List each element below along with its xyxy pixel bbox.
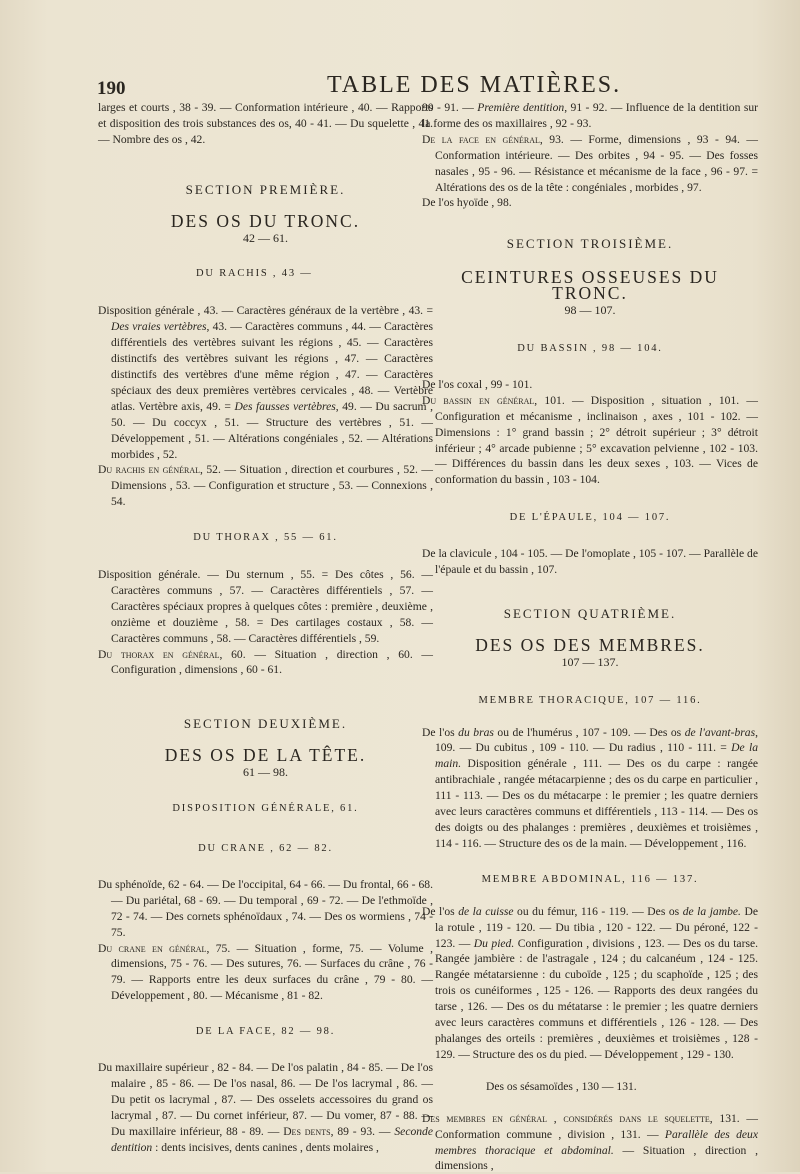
text: Disposition générale , 43. — Caractères généraux de la vertèbre , 43. = <box>98 304 433 318</box>
text: , 101. — Disposition , situation , 101. — Configuration et mécanisme , inclinaison , axes , 101 - 102. — Dimensions : 1° grand bassin ; 2° détroit supérieur ; 3° détroit inférieur ; 4° arcade pubienne ; 5° excavation pelvienne , 102 - 103. — Différences du bassin dans les deux sexes , 103. — Vices de conformation du bassin , 103 - 104. <box>435 393 758 487</box>
text-italic: Des fausses vertèbres <box>234 399 336 413</box>
section-range: 98 — 107. <box>564 303 616 318</box>
text-italic: Des vraies vertèbres <box>111 320 207 334</box>
section-range: 61 — 98. <box>243 765 288 780</box>
section-title: SECTION QUATRIÈME. <box>503 605 677 621</box>
subsection-title: DISPOSITION GÉNÉRALE, 61. <box>172 803 359 815</box>
section-title: SECTION TROISIÈME. <box>506 236 674 252</box>
left-column <box>98 100 433 1156</box>
paragraph <box>98 303 433 462</box>
paragraph <box>422 393 758 488</box>
paragraph <box>422 132 758 196</box>
text: , 109. — Du cubitus , 109 - 110. — Du radius , 110 - 111. = <box>435 725 759 755</box>
text-italic: Parallèle des deux membres thoracique et abdominal. <box>435 1127 758 1157</box>
paragraph: Du sphénoïde, 62 - 64. — De l'occipital, 64 - 66. — Du frontal, 66 - 68. — Du pariétal, 68 - 69. — Du temporal , 69 - 72. — De l'ethmoïde , 72 - 74. — Des cornets sphénoïdaux , 74. — Des os wormiens , 74 - 75. <box>98 877 433 939</box>
text-italic: Première dentition <box>477 101 565 114</box>
subsection-title: DE L'ÉPAULE, 104 — 107. <box>509 512 671 524</box>
paragraph <box>98 941 433 1005</box>
text-smallcaps: Du bassin en général <box>422 393 535 407</box>
text: , 91 - 92. — Influence de la dentition sur la forme des os maxillaires , 92 - 93. <box>422 101 758 130</box>
text-smallcaps: Du thorax en général <box>98 647 220 661</box>
text-smallcaps: Des membres en général , considérés dans le squelette <box>422 1111 710 1125</box>
text: De l'os <box>422 904 459 918</box>
section-heading: DES OS DES MEMBRES. <box>475 634 705 655</box>
text: ou de l'humérus , 107 - 109. — Des os <box>493 725 685 739</box>
text: , 52. — Situation , direction et courbures , 52. — Dimensions , 53. — Configuration et structure , 53. — Connexions , 54. <box>111 463 433 509</box>
text: De l'os <box>422 725 459 739</box>
paragraph <box>98 1060 433 1155</box>
subsection-title: DU CRANE , 62 — 82. <box>198 843 333 854</box>
section-range: 42 — 61. <box>243 230 288 245</box>
section-range: 107 — 137. <box>561 654 619 669</box>
text: , 60. — Situation , direction , 60. — Configuration , dimensions , 60 - 61. <box>111 647 433 677</box>
text-italic: De la main. <box>435 741 758 771</box>
text: , 89 - 93. — <box>330 1124 395 1138</box>
text: Configuration , divisions , 123. — Des os du tarse. Rangée jambière : de l'astragale , 124 ; du calcanéum , 124 - 125. Rangée métatarsienne : du cuboïde , 125 ; du scaphoïde , 125 ; des trois os cunéiformes , 125 - 126. — Rapports des deux rangées du tarse , 126. — Des os du métatarse : le premier ; les quatre derniers avec leurs caractères communs et différentiels , 126 - 128. — Des phalanges des orteils : premières , deuxièmes et troisièmes , 128 - 129. — Structure des os du pied. — Développement , 129 - 130. <box>435 936 758 1061</box>
page-number: 190 <box>97 78 126 99</box>
paragraph: Des os sésamoïdes , 130 — 131. <box>486 1079 637 1093</box>
text: : dents incisives, dents canines , dents molaires , <box>152 1140 379 1154</box>
subsection-title: DU THORAX , 55 — 61. <box>193 532 338 544</box>
text: , 93. — Forme, dimensions , 93 - 94. — Conformation intérieure. — Des orbites , 94 - 95. — Des fosses nasales , 95 - 96. — Résistance et mécanisme de la face , 96 - 97. = Altérations des os de la tête : congéniales , morbides , 97. <box>435 132 758 194</box>
paragraph <box>98 647 433 679</box>
subsection-title: DU BASSIN , 98 — 104. <box>517 342 663 354</box>
paragraph <box>98 462 433 510</box>
text: , 131. — Conformation commune , division , 131. — <box>435 1111 758 1141</box>
paragraph: Disposition générale. — Du sternum , 55. = Des côtes , 56. — Caractères communs , 57. — Caractères différentiels , 57. — Caractères spéciaux propres à quelques côtes : première , deuxième , onzième et douzième , 58. = Des cartilages costaux , 58. — Caractères communs , 58. — Caractères différentiels , 59. <box>98 568 433 645</box>
text-italic: de la jambe. <box>682 904 741 918</box>
text-smallcaps: De la face en général <box>422 132 540 146</box>
section-heading: DES OS DE LA TÊTE. <box>164 745 367 766</box>
text: , 43. — Caractères communs , 44. — Caractères différentiels des vertèbres suivant les régions , 45. — Caractères distinctifs des vertèbres suivant les régions , 47. — Caractères distinctifs des vertèbres d'une même région , 47. — Caractères spéciaux des deux premières vertèbres cervicales , 48. — Vertèbre atlas. Vertèbre axis, 49. = <box>111 320 433 413</box>
text-italic: de la cuisse <box>458 904 514 918</box>
subsection-title: DU RACHIS , 43 — <box>196 268 313 280</box>
right-column <box>422 100 758 1174</box>
subsection-title: DE LA FACE, 82 — 98. <box>195 1026 336 1038</box>
text-smallcaps: Du crane en général <box>98 941 207 955</box>
intro-paragraph: larges et courts , 38 - 39. — Conformation intérieure , 40. — Rapports et disposition des trois substances des os, 40 - 41. — Du squelette , 41. — Nombre des os , 42. <box>98 101 433 146</box>
text-smallcaps: Des dents <box>283 1124 331 1138</box>
section-heading: CEINTURES OSSEUSES DU TRONC. <box>461 267 719 304</box>
intro-paragraph <box>422 100 758 132</box>
subsection-title: MEMBRE THORACIQUE, 107 — 116. <box>478 694 702 706</box>
paragraph <box>422 1111 758 1174</box>
text: ou du fémur, 116 - 119. — Des os <box>513 904 683 918</box>
paragraph: De l'os hyoïde , 98. <box>422 196 512 210</box>
paragraph <box>422 725 758 852</box>
text: , 49. — Du sacrum , 50. — Du coccyx , 51. — Structure des vertèbres , 51. — Développement , 51. — Altérations congéniales , 52. — Altérations morbides , 52. <box>111 399 434 461</box>
paragraph <box>422 904 758 1063</box>
paragraph: De la clavicule , 104 - 105. — De l'omoplate , 105 - 107. — Parallèle de l'épaule et du bassin , 107. <box>422 547 758 577</box>
text: Du maxillaire supérieur , 82 - 84. — De l'os palatin , 84 - 85. — De l'os malaire , 85 - 86. — De l'os nasal, 86. — De l'os lacrymal , 86. — Du petit os lacrymal , 87. — Des osselets accessoires du grand os lacrymal , 87. — Du cornet inférieur, 87. — Du vomer, 87 - 88. — Du maxillaire inférieur, 88 - 89. — <box>98 1061 433 1138</box>
text: De la rotule , 119 - 120. — Du tibia , 120 - 122. — Du péroné, 122 - 123. — <box>435 904 758 950</box>
subsection-title: MEMBRE ABDOMINAL, 116 — 137. <box>481 873 699 885</box>
text: , 75. — Situation , forme, 75. — Volume , dimensions, 75 - 76. — Des sutures, 76. — Surfaces du crâne , 76 - 79. — Rapports entre les deux surfaces du crâne , 79 - 80. — Développement , 80. — Mécanisme , 81 - 82. <box>111 941 433 1003</box>
text: 90 - 91. — <box>422 101 478 114</box>
text: Disposition générale , 111. — Des os du carpe : rangée antibrachiale , rangée métacarpienne ; des os du carpe en particulier , 111 - 113. — Des os du métacarpe : le premier ; les quatre derniers avec leurs caractères communs et différentiels , 113 - 114. — Des os des doigts ou des phalanges : premières , deuxièmes et troisièmes , 114 - 116. — Structure des os de la main. — Développement , 116. <box>435 757 758 850</box>
paragraph: De l'os coxal , 99 - 101. <box>422 377 533 391</box>
text-italic: de l'avant-bras <box>684 725 756 739</box>
section-heading: DES OS DU TRONC. <box>170 210 361 231</box>
text-italic: Du pied. <box>473 936 515 950</box>
running-title: TABLE DES MATIÈRES. <box>327 72 622 98</box>
section-title: SECTION DEUXIÈME. <box>183 716 348 732</box>
section-title: SECTION PREMIÈRE. <box>185 181 346 197</box>
text: — Situation , direction , dimensions , <box>435 1143 758 1173</box>
text-smallcaps: Du rachis en général <box>98 463 200 477</box>
text-italic: du bras <box>458 725 494 739</box>
text-italic: Seconde dentition <box>111 1124 434 1154</box>
